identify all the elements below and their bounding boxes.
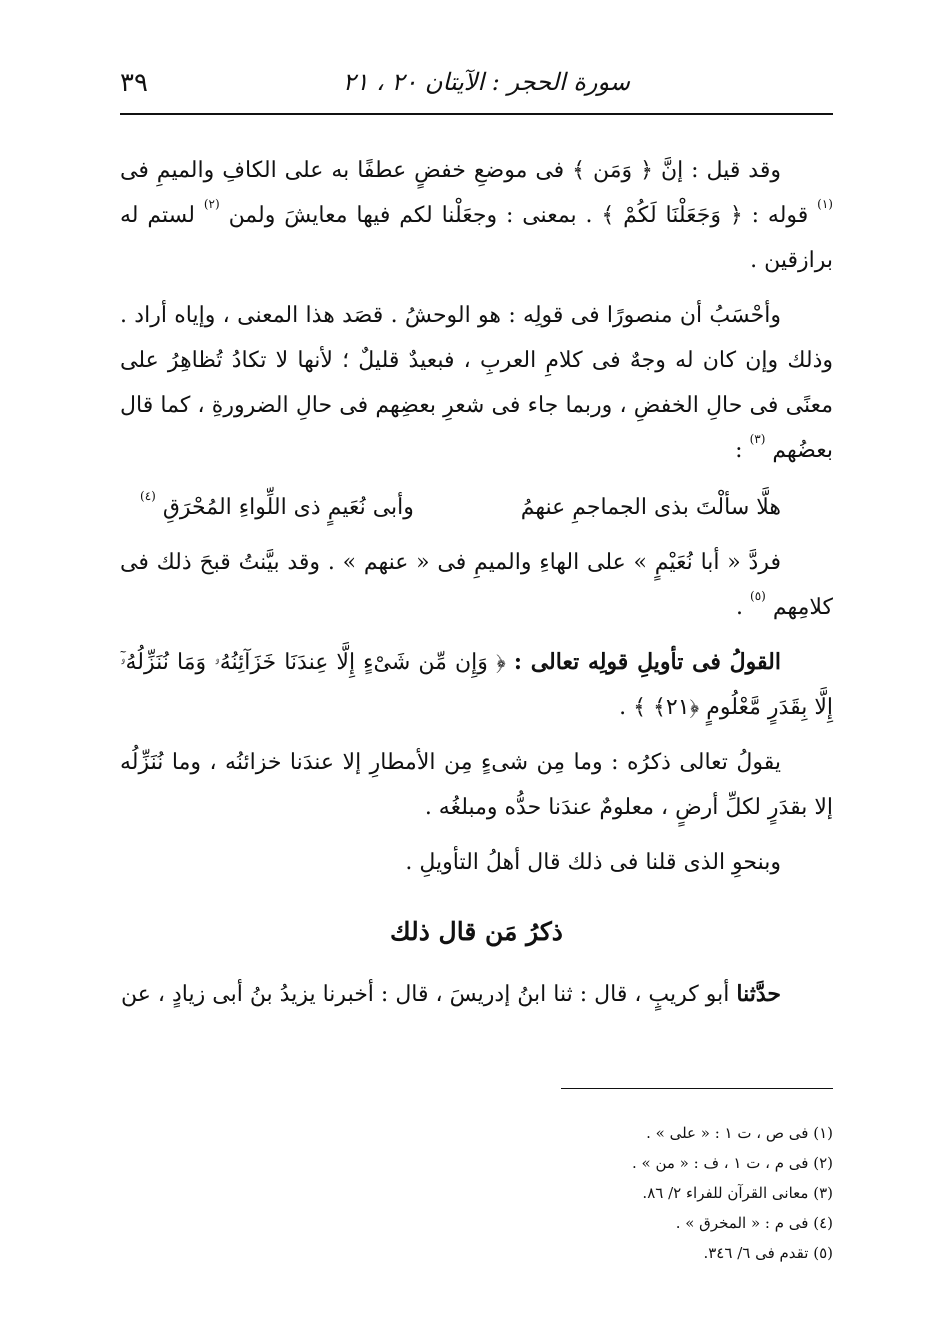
footnote-5: (٥) تقدم فى ٦/ ٣٤٦. — [703, 1244, 833, 1262]
running-title: سورة الحجر : الآيتان ٢٠ ، ٢١ — [342, 68, 630, 96]
paragraph-2-end: : — [735, 438, 743, 463]
paragraph-2-text: وأحْسَبُ أن منصورًا فى قولِه : هو الوحشُ . قصَد هذا المعنى ، وإياه أراد . وذلك وإن كان له وجهٌ فى كلامِ العربِ ، فبعيدٌ قليلٌ ؛ لأنها لا تكادُ تُظاهِرُ على معنًى فى حالِ الخفضِ ، وربما جاء فى شعرِ بعضِهم فى حالِ الضرورةِ ، كما قال بعضُهم — [120, 303, 833, 463]
verse-first-hemistich: هلَّا سألْتَ بذى الجماجمِ عنهمُ — [520, 495, 781, 520]
paragraph-6 — [120, 840, 833, 885]
isnad-label: حدَّثنا — [736, 981, 781, 1007]
tafsir-heading-label: القولُ فى تأويلِ قولِه تعالى : — [513, 649, 781, 675]
paragraph-1-text-c: لستم له برازقين . — [120, 203, 833, 273]
running-head — [120, 68, 835, 108]
main-text — [120, 148, 833, 1017]
paragraph-5 — [120, 740, 833, 830]
footnote-ref-5: (٥) — [750, 589, 766, 603]
footnote-1: (١) فى ص ، ت ١ : « على » . — [646, 1124, 833, 1142]
footnotes — [120, 1118, 833, 1268]
header-rule — [120, 113, 833, 115]
verse-second-hemistich: وأبى نُعَيمٍ ذى اللِّواءِ المُحْرَقِ — [162, 495, 414, 520]
paragraph-4 — [120, 640, 833, 730]
section-heading: ذكرُ مَن قال ذلك — [390, 917, 563, 946]
footnote-ref-1: (١) — [817, 197, 833, 211]
poetry-verse — [120, 485, 833, 530]
footnote-ref-4: (٤) — [140, 489, 156, 503]
paragraph-6-text: وبنحوِ الذى قلنا فى ذلك قال أهلُ التأويلِ . — [405, 850, 781, 875]
paragraph-3-text: فردَّ « أبا نُعَيْمٍ » على الهاءِ والميمِ فى « عنهم » . وقد بيَّنتُ قبحَ ذلك فى كلامِهم — [120, 550, 833, 620]
paragraph-1-text-b: قوله : ﴿ وَجَعَلْنَا لَكُمْ ﴾ . بمعنى : وجعَلْنا لكم فيها معايشَ ولمن — [228, 203, 809, 228]
footnote-ref-2: (٢) — [203, 197, 220, 211]
footnote-4: (٤) فى م : « المخرق » . — [675, 1214, 833, 1232]
footnote-rule — [561, 1088, 833, 1089]
paragraph-1-text-a: وقد قيل : إنَّ ﴿ وَمَن ﴾ فى موضعِ خفضٍ عطفًا به على الكافِ والميمِ فى — [120, 158, 781, 183]
paragraph-3 — [120, 540, 833, 630]
verse-second-hemistich-wrap — [140, 485, 414, 530]
paragraph-5-text: يقولُ تعالى ذكرُه : وما مِن شىءٍ مِن الأمطارِ إلا عندَنا خزائنُه ، وما نُنَزِّلُه إلا بقدَرٍ لكلِّ أرضٍ ، معلومٌ عندَنا حدُّه ومبلغُه . — [120, 750, 833, 820]
paragraph-7-text: أبو كريبٍ ، قال : ثنا ابنُ إدريسَ ، قال : أخبرنا يزيدُ بنُ أبى زيادٍ ، عن — [121, 982, 730, 1007]
quran-verse: ﴿ وَإِن مِّن شَىْءٍ إِلَّا عِندَنَا خَزَآئِنُهُۥ وَمَا نُنَزِّلُهُۥٓ إِلَّا بِقَدَرٍ مَّعْلُومٍ ﴿٢١﴾ ﴾ . — [120, 650, 833, 720]
paragraph-3-end: . — [736, 595, 743, 620]
footnote-3: (٣) معانى القرآن للفراء ٢/ ٨٦. — [642, 1184, 833, 1202]
page-number: ٣٩ — [120, 68, 148, 98]
paragraph-7 — [120, 972, 833, 1017]
footnote-2: (٢) فى م ، ت ١ ، ف : « من » . — [631, 1154, 833, 1172]
paragraph-2 — [120, 293, 833, 473]
footnote-ref-3: (٣) — [749, 432, 766, 446]
paragraph-1 — [120, 148, 833, 283]
